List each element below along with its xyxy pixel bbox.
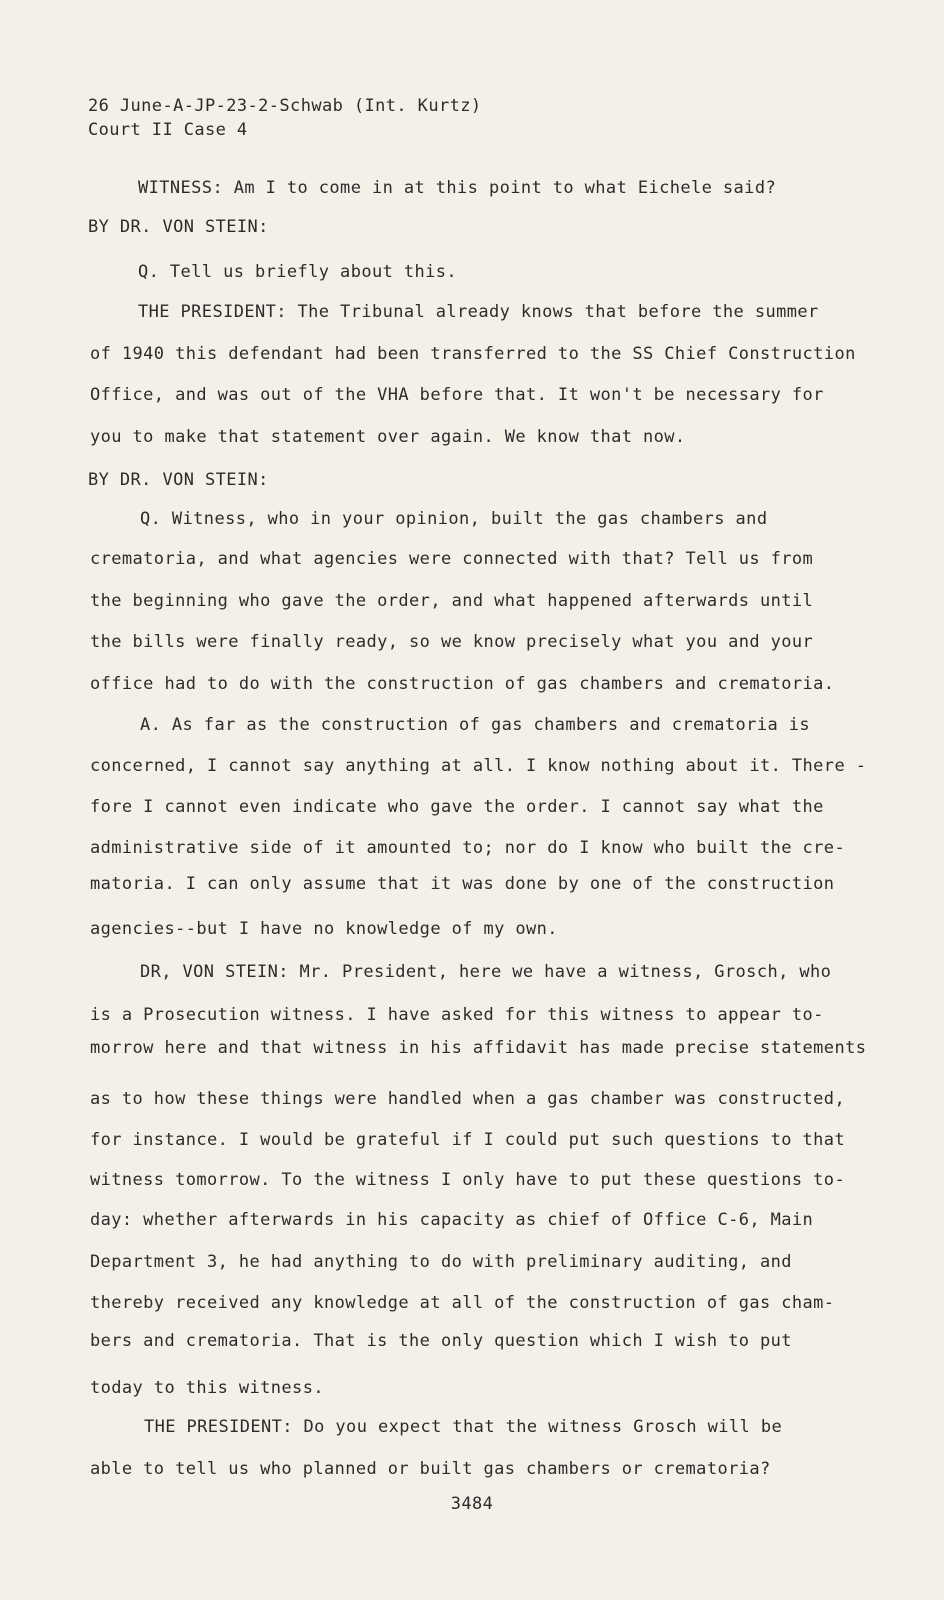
header-line-2: Court II Case 4 (88, 120, 248, 140)
text-line: THE PRESIDENT: Do you expect that the witness Grosch will be (144, 1417, 783, 1437)
text-line: is a Prosecution witness. I have asked for this witness to appear to- (90, 1005, 824, 1025)
text-line: the beginning who gave the order, and what happened afterwards until (90, 591, 814, 611)
text-line: Office, and was out of the VHA before that. It won't be necessary for (90, 385, 824, 405)
text-line: BY DR. VON STEIN: (88, 470, 269, 490)
text-line: thereby received any knowledge at all of the construction of gas cham- (90, 1293, 835, 1313)
text-line: crematoria, and what agencies were connected with that? Tell us from (90, 549, 814, 569)
text-line: matoria. I can only assume that it was done by one of the construction (90, 874, 835, 894)
text-line: concerned, I cannot say anything at all. I know nothing about it. There - (90, 756, 867, 776)
text-line: for instance. I would be grateful if I could put such questions to that (90, 1130, 846, 1150)
text-line: A. As far as the construction of gas chambers and crematoria is (140, 715, 810, 735)
text-line: Department 3, he had anything to do with preliminary auditing, and (90, 1252, 792, 1272)
text-line: office had to do with the construction of gas chambers and crematoria. (90, 674, 835, 694)
text-line: as to how these things were handled when a gas chamber was constructed, (90, 1089, 846, 1109)
text-line: fore I cannot even indicate who gave the order. I cannot say what the (90, 797, 824, 817)
text-line: DR, VON STEIN: Mr. President, here we have a witness, Grosch, who (140, 962, 832, 982)
text-line: BY DR. VON STEIN: (88, 217, 269, 237)
text-line: morrow here and that witness in his affidavit has made precise statements (90, 1038, 867, 1058)
text-line: agencies--but I have no knowledge of my own. (90, 919, 558, 939)
text-line: administrative side of it amounted to; nor do I know who built the cre- (90, 838, 846, 858)
text-line: bers and crematoria. That is the only question which I wish to put (90, 1331, 792, 1351)
text-line: of 1940 this defendant had been transferred to the SS Chief Construction (90, 344, 856, 364)
text-line: Q. Tell us briefly about this. (138, 262, 458, 282)
text-line: witness tomorrow. To the witness I only have to put these questions to- (90, 1170, 846, 1190)
page-number: 3484 (450, 1494, 494, 1514)
text-line: able to tell us who planned or built gas chambers or crematoria? (90, 1459, 771, 1479)
text-line: Q. Witness, who in your opinion, built the gas chambers and (140, 509, 768, 529)
text-line: WITNESS: Am I to come in at this point to what Eichele said? (138, 178, 777, 198)
header-line-1: 26 June-A-JP-23-2-Schwab (Int. Kurtz) (88, 96, 482, 116)
text-line: THE PRESIDENT: The Tribunal already knows that before the summer (138, 302, 819, 322)
text-line: day: whether afterwards in his capacity as chief of Office C-6, Main (90, 1210, 814, 1230)
text-line: you to make that statement over again. We know that now. (90, 427, 686, 447)
text-line: the bills were finally ready, so we know precisely what you and your (90, 632, 814, 652)
text-line: today to this witness. (90, 1378, 324, 1398)
